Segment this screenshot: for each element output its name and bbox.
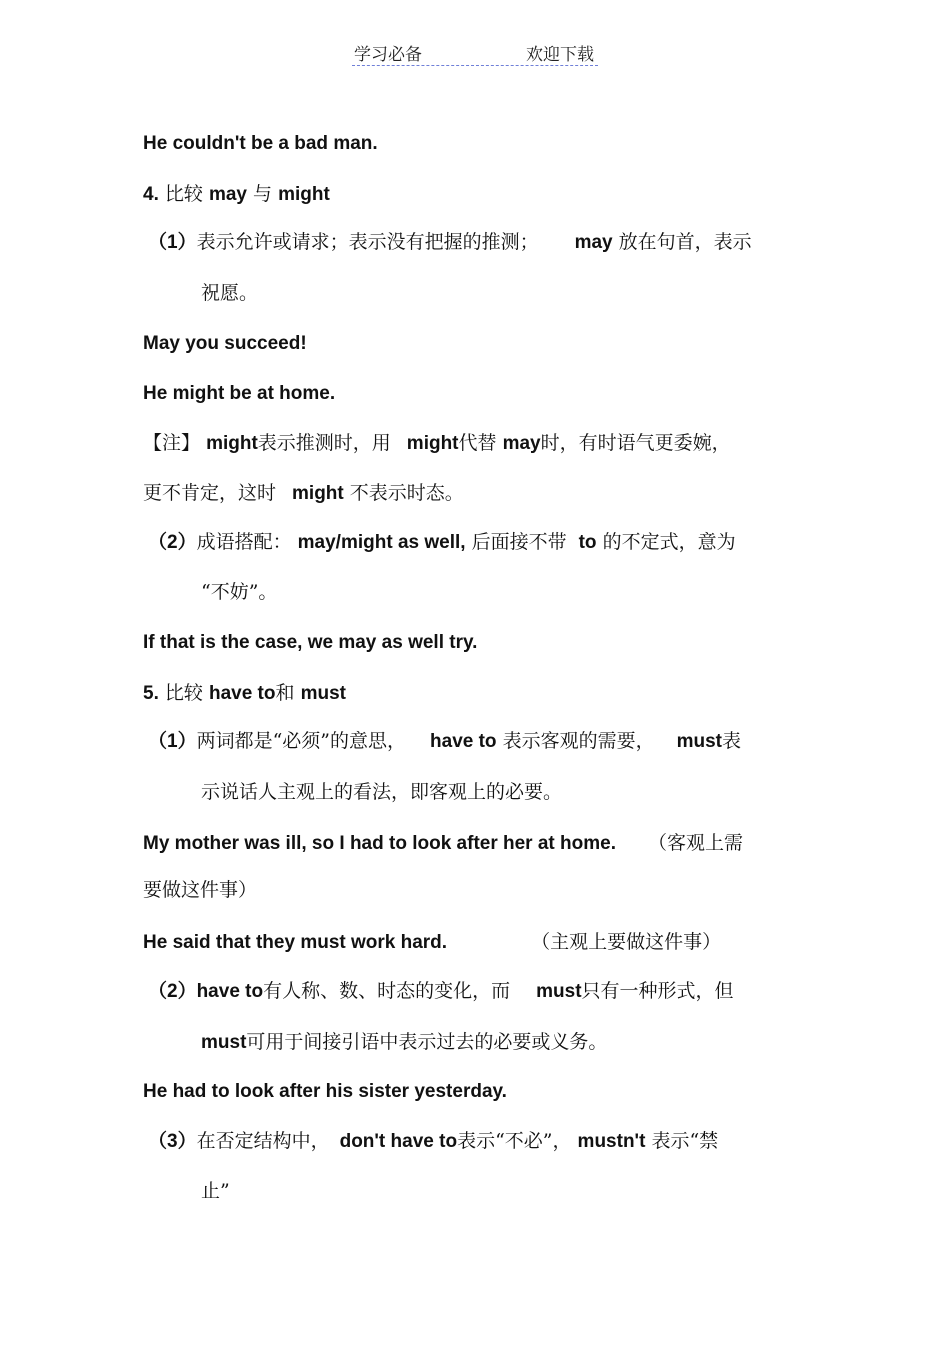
page-header bbox=[352, 40, 598, 66]
text: 比较 bbox=[164, 183, 203, 205]
text: 和 bbox=[275, 682, 295, 704]
example-sentence: He said that they must work hard. bbox=[143, 932, 448, 953]
keyword: don't have to bbox=[339, 1131, 458, 1152]
keyword: to bbox=[578, 532, 597, 553]
section-number: 4. bbox=[143, 184, 159, 205]
section-heading-5 bbox=[143, 680, 346, 707]
text: 表示推测时，用 bbox=[257, 432, 391, 454]
section-heading-4 bbox=[143, 181, 330, 208]
text: 可用于间接引语中表示过去的必要或义务。 bbox=[246, 1031, 608, 1053]
text: 在否定结构中， bbox=[196, 1130, 330, 1152]
point-3-continued: 止” bbox=[201, 1180, 230, 1202]
point-2-continued: “不妨”。 bbox=[201, 581, 278, 603]
text: （客观上需 bbox=[647, 832, 743, 854]
keyword: might bbox=[406, 433, 459, 454]
example-sentence: He had to look after his sister yesterday. bbox=[143, 1081, 507, 1102]
text: 表示“不必”， bbox=[457, 1130, 572, 1152]
example-note-continued: 要做这件事） bbox=[143, 879, 258, 901]
text: 表示客观的需要， bbox=[502, 730, 655, 752]
text: 成语搭配： bbox=[196, 531, 292, 553]
keyword: might bbox=[278, 184, 330, 205]
example-sentence: My mother was ill, so I had to look after her at home. bbox=[143, 833, 616, 854]
text: 表示允许或请求；表示没有把握的推测； bbox=[196, 231, 539, 253]
note-continued bbox=[143, 480, 464, 507]
text: （主观上要做这件事） bbox=[531, 931, 722, 953]
point-number: （3） bbox=[148, 1131, 197, 1152]
keyword: might bbox=[292, 483, 344, 504]
example-sentence: He might be at home. bbox=[143, 383, 336, 404]
note bbox=[143, 430, 731, 457]
text: 的不定式，意为 bbox=[602, 531, 736, 553]
point-number: （2） bbox=[148, 532, 197, 553]
text: 后面接不带 bbox=[471, 531, 567, 553]
keyword: mustn't bbox=[577, 1131, 646, 1152]
text: 比较 bbox=[164, 682, 203, 704]
point-number: （1） bbox=[148, 232, 197, 253]
point-3 bbox=[148, 1128, 718, 1155]
text: 两词都是“必须”的意思， bbox=[196, 730, 407, 752]
example-sentence: He couldn't be a bad man. bbox=[143, 133, 378, 154]
header-left-text: 学习必备 bbox=[354, 45, 422, 65]
keyword: must bbox=[536, 981, 582, 1002]
point-number: （1） bbox=[148, 731, 197, 752]
point-1 bbox=[148, 229, 752, 256]
text: 表示“禁 bbox=[651, 1130, 719, 1152]
example-with-note bbox=[143, 830, 743, 857]
text: 代替 bbox=[458, 432, 497, 454]
header-right-text: 欢迎下载 bbox=[526, 45, 594, 65]
point-2 bbox=[148, 978, 734, 1005]
text: 只有一种形式，但 bbox=[581, 980, 734, 1002]
text: 与 bbox=[253, 183, 273, 205]
keyword: have to bbox=[208, 683, 276, 704]
keyword: may bbox=[208, 184, 247, 205]
point-2-continued bbox=[201, 1029, 607, 1056]
example-with-note bbox=[143, 929, 721, 956]
point-1 bbox=[148, 728, 741, 755]
point-number: （2） bbox=[148, 981, 197, 1002]
section-number: 5. bbox=[143, 683, 159, 704]
keyword: might bbox=[206, 433, 258, 454]
example-sentence: If that is the case, we may as well try. bbox=[143, 632, 478, 653]
keyword: may bbox=[574, 232, 613, 253]
keyword: have to bbox=[196, 981, 264, 1002]
point-1-continued: 示说话人主观上的看法，即客观上的必要。 bbox=[201, 781, 563, 803]
keyword: must bbox=[201, 1032, 247, 1053]
point-2 bbox=[148, 529, 736, 556]
note-tag: 【注】 bbox=[143, 432, 201, 454]
text: 不表示时态。 bbox=[349, 482, 464, 504]
text: 时，有时语气更委婉， bbox=[540, 432, 731, 454]
keyword: must bbox=[676, 731, 723, 752]
keyword: must bbox=[300, 683, 346, 704]
keyword: may/might as well, bbox=[297, 532, 466, 553]
text: 有人称、数、时态的变化，而 bbox=[263, 980, 511, 1002]
text: 表 bbox=[722, 730, 742, 752]
text: 放在句首，表示 bbox=[618, 231, 752, 253]
example-sentence: May you succeed! bbox=[143, 333, 307, 354]
point-1-continued: 祝愿。 bbox=[201, 282, 259, 304]
text: 更不肯定，这时 bbox=[143, 482, 277, 504]
keyword: may bbox=[502, 433, 541, 454]
keyword: have to bbox=[430, 731, 497, 752]
